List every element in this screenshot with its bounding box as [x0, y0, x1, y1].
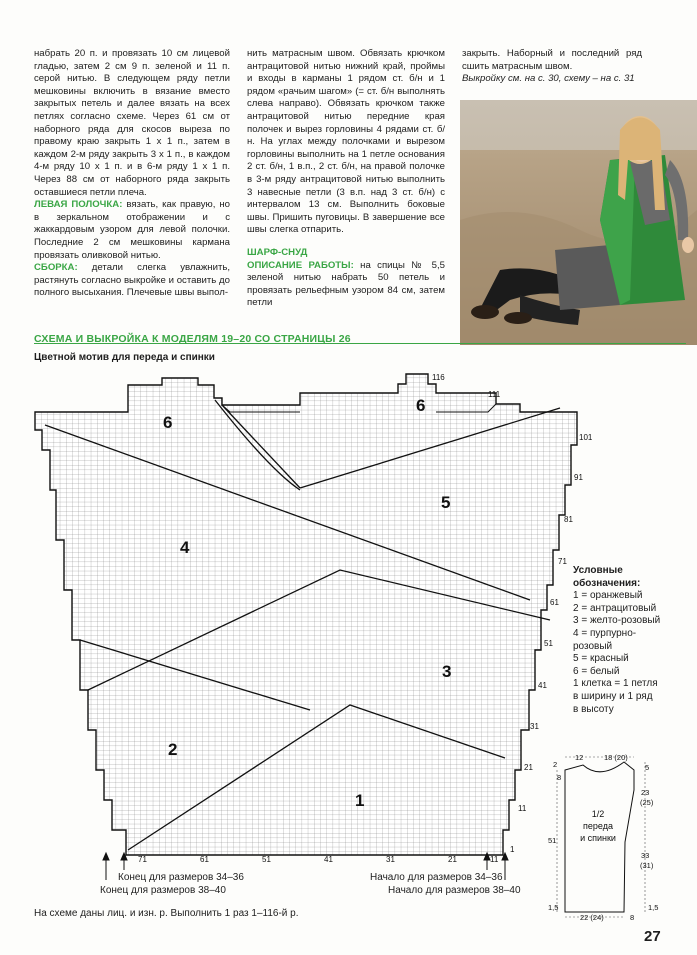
schematic-label-front: переда — [583, 821, 613, 831]
page-number: 27 — [644, 928, 661, 945]
row-number-116: 116 — [432, 373, 445, 382]
row-number-71: 71 — [558, 557, 567, 566]
zone-label-6b: 6 — [416, 396, 426, 415]
stitch-number-61: 61 — [200, 855, 209, 864]
row-number-11: 11 — [518, 804, 527, 813]
left-front-text: вязать, как правую, но в зеркальном отображении и с жаккардовым узором для левой полочки. Последние 2 см мешковины кармана провязать оливковой нитью. — [34, 199, 230, 261]
stitch-number-11: 11 — [490, 855, 499, 864]
knitting-chart — [0, 360, 600, 880]
pattern-schematic — [540, 748, 665, 928]
dim-23: 23 — [641, 788, 650, 797]
row-number-31: 31 — [530, 722, 539, 731]
text-column-1 — [34, 48, 230, 300]
dim-1-5-left: 1,5 — [548, 903, 559, 912]
row-number-1: 1 — [510, 845, 515, 854]
dim-25: (25) — [640, 798, 654, 807]
zone-label-4: 4 — [180, 538, 190, 557]
row-number-111: 111 — [488, 390, 501, 399]
section-divider — [34, 343, 686, 344]
dim-8: 8 — [557, 773, 562, 782]
dim-22-24: 22 (24) — [580, 913, 604, 922]
legend-item: в высоту — [573, 703, 614, 715]
scarf-heading: ШАРФ-СНУД — [247, 246, 308, 258]
pattern-reference: Выкройку см. на с. 30, схему – на с. 31 — [462, 73, 635, 85]
left-front-paragraph — [34, 199, 230, 262]
footer-note: На схеме даны лиц. и изн. р. Выполнить 1 раз 1–116-й р. — [34, 908, 299, 919]
assembly-text: детали слегка увлажнить, растянуть согласно выкройке и оставить до полного высыхания. Плечевые швы выпол- — [34, 262, 230, 299]
dim-12: 12 — [575, 753, 584, 762]
stitch-number-71: 71 — [138, 855, 147, 864]
zone-label-6a: 6 — [163, 413, 173, 432]
row-number-51: 51 — [544, 639, 553, 648]
schematic-label-half: 1/2 — [591, 809, 605, 819]
row-number-91: 91 — [574, 473, 583, 482]
dim-1-5-right: 1,5 — [648, 903, 659, 912]
stitch-number-41: 41 — [324, 855, 333, 864]
row-number-21: 21 — [524, 763, 533, 772]
assembly-paragraph — [34, 262, 230, 300]
row-number-41: 41 — [538, 681, 547, 690]
legend — [573, 565, 660, 716]
col3-paragraph: закрыть. Наборный и последний ряд сшить матрасным швом. — [462, 48, 642, 72]
stitch-number-21: 21 — [448, 855, 457, 864]
dim-8-bottom: 8 — [630, 913, 635, 922]
end-label-34: Конец для размеров 34–36 — [118, 872, 244, 883]
legend-item: 1 = оранжевый — [573, 590, 643, 602]
legend-item: 6 = белый — [573, 665, 620, 677]
section-subtitle: Цветной мотив для переда и спинки — [34, 352, 215, 363]
col1-paragraph: набрать 20 п. и провязать 10 см лицевой гладью, затем 2 см 9 п. зеленой и 11 п. серой нитью. В следующем ряду петли мешковины включить в вязание вместо закрытых петель и далее вязать на всех петлях согласно схеме. Через 61 см от наборного ряда для скосов выреза по правому краю закрыть 1 х 1 п., затем в каждом 2-м ряду закрыть 3 х 1 п., в каждом 4-м ряду 10 х 1 п. и в 6-м ряду 1 х 1 п. Через 88 см от наборного ряда закрыть оставшиеся петли плеча. — [34, 48, 230, 198]
legend-item: 5 = красный — [573, 653, 629, 665]
assembly-heading: СБОРКА: — [34, 262, 78, 274]
legend-item: 2 = антрацитовый — [573, 602, 657, 614]
text-column-2 — [247, 48, 445, 310]
legend-item: розовый — [573, 640, 613, 652]
row-number-81: 81 — [564, 515, 573, 524]
legend-item: в ширину и 1 ряд — [573, 690, 653, 702]
col2-paragraph: нить матрасным швом. Обвязать крючком антрацитовой нитью нижний край, проймы и входы в карманы 1 рядом ст. б/н и 1 рядом «рачьим шагом» (= ст. б/н выполнять слева направо). Обвязать крючком также антрацитовой нитью передние края полочек и вырез горловины 4 рядами ст. б/н. На углах между полочками и вырезом горловины выполнить на 1 петле основания 2 ст. б/н, 1 в.п., 2 ст. б/н, на правой полочке в 3-м ряду антрацитовой нитью выполнить 3 навесные петли (3 в.п. над 3 ст. б/н) с интервалом 13 см. Выполнить боковые швы. Пришить пуговицы. В завершение все швы слегка отпарить. — [247, 48, 445, 236]
zone-label-2: 2 — [168, 740, 178, 759]
work-text: на спицы № 5,5 зеленой нитью набрать 50 петель и провязать рельефным узором 84 см, затем петли — [247, 259, 445, 309]
stitch-number-51: 51 — [262, 855, 271, 864]
scarf-paragraph — [247, 247, 445, 310]
dim-31: (31) — [640, 861, 654, 870]
section-title: СХЕМА И ВЫКРОЙКА К МОДЕЛЯМ 19–20 СО СТРАНИЦЫ 26 — [34, 333, 351, 345]
legend-title-2: обозначения: — [573, 577, 641, 589]
legend-title-1: Условные — [573, 565, 623, 576]
zone-label-5: 5 — [441, 493, 451, 512]
text-column-3 — [462, 48, 642, 86]
end-label-38: Конец для размеров 38–40 — [100, 885, 226, 896]
zone-label-1: 1 — [355, 791, 365, 810]
dim-2: 2 — [553, 760, 558, 769]
legend-item: 3 = желто-розовый — [573, 615, 661, 627]
zone-label-3: 3 — [442, 662, 452, 681]
dim-5: 5 — [645, 763, 650, 772]
stitch-number-31: 31 — [386, 855, 395, 864]
row-number-101: 101 — [579, 433, 593, 442]
legend-item: 1 клетка = 1 петля — [573, 678, 658, 690]
model-photo — [460, 100, 697, 345]
schematic-label-back: и спинки — [580, 833, 616, 843]
work-heading: ОПИСАНИЕ РАБОТЫ: — [247, 259, 354, 271]
legend-item: 4 = пурпурно- — [573, 627, 637, 639]
model-photo-illustration — [460, 100, 697, 345]
start-label-38: Начало для размеров 38–40 — [388, 885, 521, 896]
left-front-heading: ЛЕВАЯ ПОЛОЧКА: — [34, 199, 123, 211]
dim-51: 51 — [548, 836, 557, 845]
dim-18-20: 18 (20) — [604, 753, 628, 762]
row-number-61: 61 — [550, 598, 559, 607]
dim-33: 33 — [641, 851, 650, 860]
start-label-34: Начало для размеров 34–36 — [370, 872, 503, 883]
